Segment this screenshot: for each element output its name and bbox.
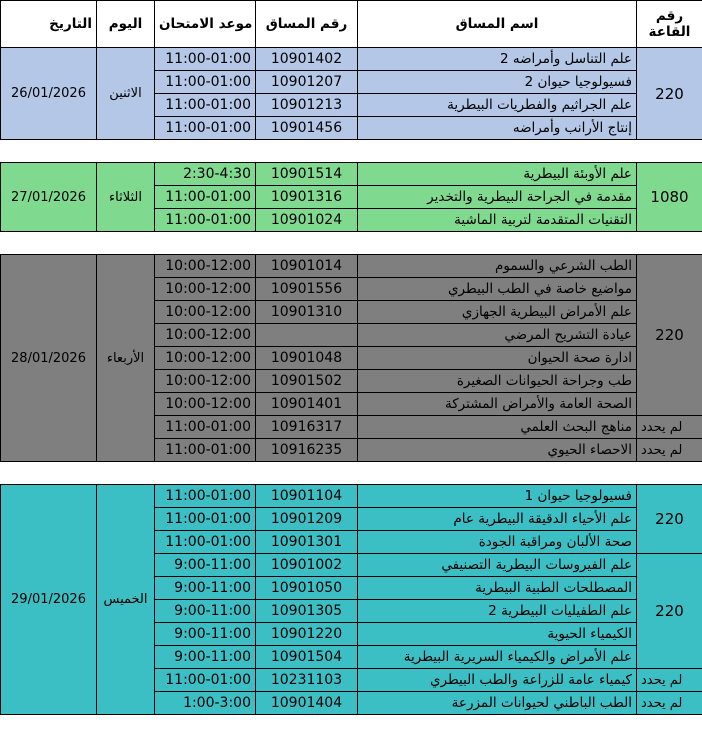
- course-code: 10231103: [256, 669, 358, 692]
- exam-time: 11:00-01:00: [155, 209, 256, 232]
- course-code: 10901220: [256, 623, 358, 646]
- course-name: علم الفيروسات البيطرية التصنيفي: [358, 554, 637, 577]
- course-name: الاحصاء الحيوي: [358, 439, 637, 462]
- header-date: التاريخ: [1, 1, 97, 48]
- course-code: 10901504: [256, 646, 358, 669]
- exam-time: 11:00-01:00: [155, 117, 256, 140]
- course-name: إنتاج الأرانب وأمراضه: [358, 117, 637, 140]
- header-row: [1, 1, 702, 48]
- course-name: مقدمة في الجراحة البيطرية والتخدير: [358, 186, 637, 209]
- exam-time: 11:00-01:00: [155, 669, 256, 692]
- room-number: 1080: [637, 163, 702, 232]
- exam-day: الأربعاء: [97, 255, 155, 462]
- course-code: 10901048: [256, 347, 358, 370]
- header-room-line2: القاعة: [648, 24, 691, 40]
- exam-time: 10:00-12:00: [155, 324, 256, 347]
- table-row: [1, 48, 702, 71]
- separator-cell: [256, 140, 358, 163]
- course-code: 10901014: [256, 255, 358, 278]
- exam-time: 10:00-12:00: [155, 301, 256, 324]
- separator-cell: [155, 232, 256, 255]
- exam-time: 9:00-11:00: [155, 600, 256, 623]
- separator-cell: [1, 140, 97, 163]
- table-row: [1, 163, 702, 186]
- room-number: لم يحدد: [637, 692, 702, 715]
- course-name: علم الأحياء الدقيقة البيطرية عام: [358, 508, 637, 531]
- course-name: التقنيات المتقدمة لتربية الماشية: [358, 209, 637, 232]
- exam-time: 2:30-4:30: [155, 163, 256, 186]
- room-number: لم يحدد: [637, 669, 702, 692]
- separator-cell: [155, 462, 256, 485]
- exam-time: 1:00-3:00: [155, 692, 256, 715]
- room-number: 220: [637, 485, 702, 554]
- room-number: لم يحدد: [637, 439, 702, 462]
- course-code: 10901050: [256, 577, 358, 600]
- room-number: 220: [637, 554, 702, 669]
- table-row: [1, 485, 702, 508]
- exam-time: 10:00-12:00: [155, 370, 256, 393]
- header-room: [637, 1, 702, 48]
- header-time: موعد الامتحان: [155, 1, 256, 48]
- course-code: 10901316: [256, 186, 358, 209]
- exam-time: 10:00-12:00: [155, 347, 256, 370]
- course-code: 10901402: [256, 48, 358, 71]
- course-name: علم الأوبئة البيطرية: [358, 163, 637, 186]
- exam-day: الثلاثاء: [97, 163, 155, 232]
- separator-cell: [256, 462, 358, 485]
- separator-row: [1, 232, 702, 255]
- course-code: [256, 324, 358, 347]
- exam-time: 11:00-01:00: [155, 48, 256, 71]
- exam-time: 11:00-01:00: [155, 71, 256, 94]
- separator-cell: [637, 462, 702, 485]
- exam-time: 10:00-12:00: [155, 255, 256, 278]
- course-name: كيمياء عامة للزراعة والطب البيطري: [358, 669, 637, 692]
- room-number: 220: [637, 48, 702, 140]
- course-code: 10901213: [256, 94, 358, 117]
- course-code: 10901305: [256, 600, 358, 623]
- separator-cell: [637, 232, 702, 255]
- room-number: 220: [637, 255, 702, 416]
- separator-cell: [358, 462, 637, 485]
- exam-day: الخميس: [97, 485, 155, 715]
- course-code: 10901514: [256, 163, 358, 186]
- separator-cell: [358, 232, 637, 255]
- course-name: مناهج البحث العلمي: [358, 416, 637, 439]
- exam-time: 11:00-01:00: [155, 531, 256, 554]
- course-name: طب وجراحة الحيوانات الصغيرة: [358, 370, 637, 393]
- course-code: 10901502: [256, 370, 358, 393]
- exam-time: 9:00-11:00: [155, 646, 256, 669]
- exam-time: 10:00-12:00: [155, 278, 256, 301]
- course-name: المصطلحات الطبية البيطرية: [358, 577, 637, 600]
- exam-date: 26/01/2026: [1, 48, 97, 140]
- exam-date: 29/01/2026: [1, 485, 97, 715]
- exam-time: 9:00-11:00: [155, 623, 256, 646]
- table-row: [1, 255, 702, 278]
- exam-date: 27/01/2026: [1, 163, 97, 232]
- course-name: الطب الشرعي والسموم: [358, 255, 637, 278]
- course-name: ادارة صحة الحيوان: [358, 347, 637, 370]
- exam-time: 11:00-01:00: [155, 94, 256, 117]
- exam-time: 11:00-01:00: [155, 416, 256, 439]
- separator-cell: [155, 140, 256, 163]
- header-code: رقم المساق: [256, 1, 358, 48]
- exam-time: 11:00-01:00: [155, 186, 256, 209]
- separator-cell: [256, 232, 358, 255]
- course-name: علم الأمراض والكيمياء السريرية البيطرية: [358, 646, 637, 669]
- course-code: 10901207: [256, 71, 358, 94]
- course-code: 10901404: [256, 692, 358, 715]
- course-name: فسيولوجيا حيوان 2: [358, 71, 637, 94]
- exam-time: 10:00-12:00: [155, 393, 256, 416]
- separator-cell: [358, 140, 637, 163]
- course-name: علم الجراثيم والفطريات البيطرية: [358, 94, 637, 117]
- separator-row: [1, 140, 702, 163]
- exam-time: 11:00-01:00: [155, 485, 256, 508]
- exam-day: الاثنين: [97, 48, 155, 140]
- separator-cell: [637, 140, 702, 163]
- course-code: 10901456: [256, 117, 358, 140]
- separator-cell: [97, 462, 155, 485]
- course-name: علم الأمراض البيطرية الجهازي: [358, 301, 637, 324]
- course-name: صحة الألبان ومراقبة الجودة: [358, 531, 637, 554]
- course-name: علم الطفيليات البيطرية 2: [358, 600, 637, 623]
- course-code: 10901310: [256, 301, 358, 324]
- course-code: 10901401: [256, 393, 358, 416]
- course-name: مواضيع خاصة في الطب البيطري: [358, 278, 637, 301]
- course-code: 10901209: [256, 508, 358, 531]
- separator-row: [1, 462, 702, 485]
- room-number: لم يحدد: [637, 416, 702, 439]
- course-name: الصحة العامة والأمراض المشتركة: [358, 393, 637, 416]
- course-name: عيادة التشريح المرضي: [358, 324, 637, 347]
- course-code: 10901556: [256, 278, 358, 301]
- exam-time: 9:00-11:00: [155, 577, 256, 600]
- course-name: الكيمياء الحيوية: [358, 623, 637, 646]
- separator-cell: [1, 462, 97, 485]
- course-code: 10901024: [256, 209, 358, 232]
- exam-time: 11:00-01:00: [155, 508, 256, 531]
- schedule-body: [1, 48, 702, 715]
- course-code: 10901002: [256, 554, 358, 577]
- separator-cell: [97, 140, 155, 163]
- course-code: 10916235: [256, 439, 358, 462]
- course-name: فسيولوجيا حيوان 1: [358, 485, 637, 508]
- course-code: 10901301: [256, 531, 358, 554]
- exam-date: 28/01/2026: [1, 255, 97, 462]
- separator-cell: [97, 232, 155, 255]
- header-room-line1: رقم: [655, 8, 684, 24]
- exam-time: 11:00-01:00: [155, 439, 256, 462]
- course-code: 10916317: [256, 416, 358, 439]
- course-code: 10901104: [256, 485, 358, 508]
- course-name: الطب الباطني لحيوانات المزرعة: [358, 692, 637, 715]
- header-course: اسم المساق: [358, 1, 637, 48]
- course-name: علم التناسل وأمراضه 2: [358, 48, 637, 71]
- exam-time: 9:00-11:00: [155, 554, 256, 577]
- header-day: اليوم: [97, 1, 155, 48]
- separator-cell: [1, 232, 97, 255]
